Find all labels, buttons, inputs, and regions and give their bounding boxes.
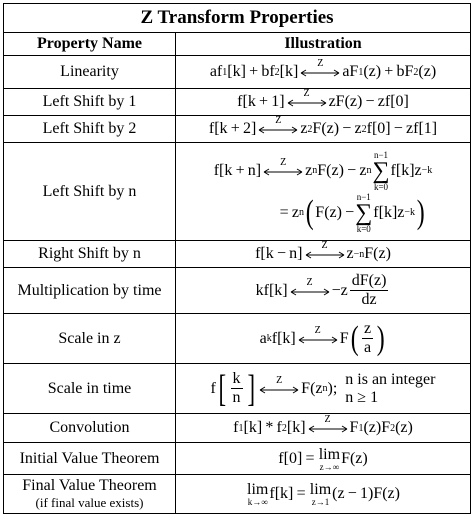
row-name-scale-in-z: Scale in z [4,314,176,364]
table-row [4,116,471,143]
formula-right-shift-n: f[k − n] Z z $_{-n}$ F(z) [176,241,471,268]
header-illustration: Illustration [176,33,471,56]
z-transform-arrow: Z [290,278,330,296]
row-name-initial-value-theorem: Initial Value Theorem [4,443,176,475]
fraction: $\frac{z}{a}$ [363,320,372,356]
row-name-right-shift-n: Right Shift by n [4,241,176,268]
summation-symbol: n−1 ∑ k=0 [355,191,373,234]
z-transform-arrow: Z [258,116,298,134]
table-row [4,475,471,514]
limit-operator: lim z→∞ [318,445,341,472]
scale-time-note-1: n is an integer [345,370,436,388]
z-transform-arrow: Z [287,89,327,107]
row-name-convolution: Convolution [4,414,176,443]
z-transform-arrow: Z [298,326,338,344]
table-row [4,443,471,475]
table-row [4,241,471,268]
scale-time-note-2: n ≥ 1 [345,388,379,406]
final-value-subnote: (if final value exists) [35,495,144,510]
summation-symbol: n−1 ∑ k=0 [372,149,390,192]
row-name-multiplication-by-time: Multiplication by time [4,268,176,314]
z-transform-table [3,3,470,517]
formula-initial-value-theorem: f[0] = lim z→∞ F(z) [176,443,471,475]
formula-left-shift-n: f[k + n] Z z $_n$ F(z) − z n n−1 ∑ k=0 f[k]z −k = z n ( F(z) − n−1 ∑ k=0 f[k]z −k ) [176,143,471,241]
formula-convolution: f 1 [k] * f 2 [k] Z F $_1$ (z)F 2 (z) [176,414,471,443]
table-row [4,268,471,314]
fraction: $\frac{dF(z)}{dz}$ [351,272,387,308]
formula-final-value-theorem: lim k→∞ f[k] = lim z→1 (z − 1)F(z) [176,475,471,514]
final-value-title: Final Value Theorem [22,477,157,494]
row-name-linearity: Linearity [4,56,176,89]
table-row [4,364,471,414]
table-row [4,56,471,89]
formula-linearity: af 1 [k] + bf 2 [k] Z aF $_1$ (z) + bF 2 (z) [176,56,471,89]
table-row [4,414,471,443]
z-transform-arrow: Z [305,241,345,259]
z-transform-arrow: Z [263,158,303,176]
z-transform-arrow: Z [259,376,299,394]
table-title: Z Transform Properties [4,4,471,33]
row-name-final-value-theorem [4,475,176,514]
formula-left-shift-1: f[k + 1] Z zF(z) − zf[0] [176,89,471,116]
limit-operator: lim z→1 [309,481,332,507]
fraction: $\frac{k}{n}$ [232,370,241,406]
row-name-left-shift-n: Left Shift by n [4,143,176,241]
formula-left-shift-2: f[k + 2] Z z $_2$ F(z) − z 2 f[0] − zf[1] [176,116,471,143]
row-name-left-shift-1: Left Shift by 1 [4,89,176,116]
z-transform-arrow: Z [308,415,348,433]
row-name-scale-in-time: Scale in time [4,364,176,414]
formula-scale-in-z: a k f[k] Z F ( $\frac{z}{a}$ ) [176,314,471,364]
row-name-left-shift-2: Left Shift by 2 [4,116,176,143]
table-row [4,314,471,364]
table-row [4,143,471,241]
limit-operator: lim k→∞ [247,481,269,507]
formula-scale-in-time: f [ $\frac{k}{n}$ ] Z F(z $_n$ ); n is an integer n ≥ 1 [176,364,471,414]
z-transform-arrow: Z [300,59,340,77]
table-row [4,89,471,116]
formula-multiplication-by-time: kf[k] Z −z $\frac{dF(z)}{dz}$ [176,268,471,314]
header-property-name: Property Name [4,33,176,56]
